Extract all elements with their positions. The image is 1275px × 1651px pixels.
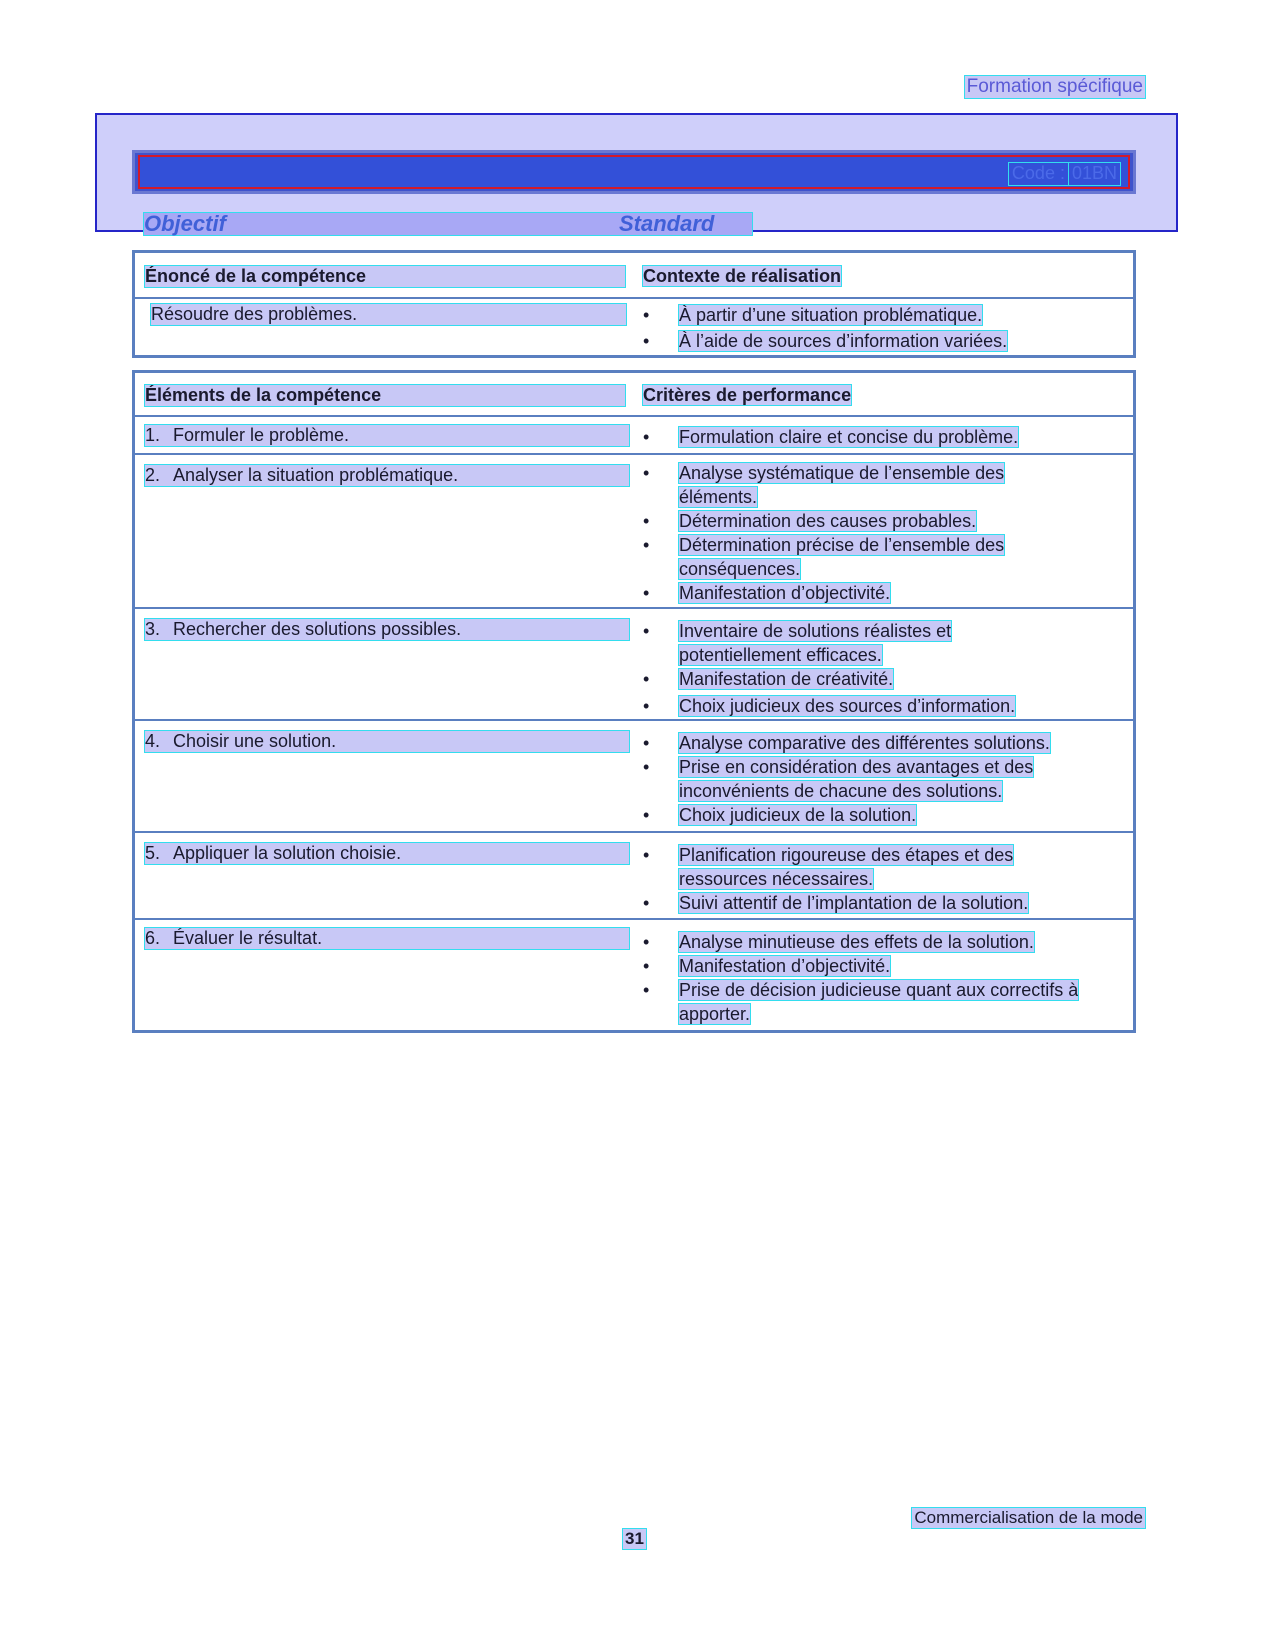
list-item: • Prise en considération des avantages et des inconvénients de chacune des solutions. xyxy=(643,755,1069,803)
list-item: • Manifestation de créativité. xyxy=(643,667,983,691)
table-row xyxy=(135,920,1133,1030)
list-item: • Manifestation d’objectivité. xyxy=(643,954,1093,978)
list-item: • Choix judicieux des sources d’information. xyxy=(643,694,1099,718)
code-value: 01BN xyxy=(1071,163,1117,183)
criteria-list xyxy=(643,731,1083,827)
list-item: • Détermination des causes probables. xyxy=(643,509,1043,533)
list-item: • Analyse systématique de l’ensemble des éléments. xyxy=(643,461,1043,509)
element-label: 1. Formuler le problème. xyxy=(145,425,629,446)
list-item: • Analyse comparative des différentes solutions. xyxy=(643,731,1083,755)
element-label: 5. Appliquer la solution choisie. xyxy=(145,843,629,864)
element-label: 6. Évaluer le résultat. xyxy=(145,928,629,949)
list-item: • Manifestation d’objectivité. xyxy=(643,581,1043,605)
list-item: • Prise de décision judicieuse quant aux correctifs à apporter. xyxy=(643,978,1093,1026)
table-row xyxy=(135,609,1133,721)
element-label: 4. Choisir une solution. xyxy=(145,731,629,752)
section-title: Formation spécifique xyxy=(966,76,1143,97)
list-item: • À partir d’une situation problématique. xyxy=(643,303,1123,327)
competence-header: Énoncé de la compétence xyxy=(145,266,625,287)
footer-program: Commercialisation de la mode xyxy=(914,1508,1143,1527)
criteria-list xyxy=(643,461,1043,605)
criteria-list xyxy=(643,843,1063,915)
code-frame xyxy=(138,155,1130,189)
table-row xyxy=(135,455,1133,609)
elements-header-row xyxy=(135,373,1133,417)
competence-table xyxy=(132,250,1136,358)
list-item: • Inventaire de solutions réalistes et potentiellement efficaces. xyxy=(643,619,983,667)
table-row xyxy=(135,833,1133,920)
competence-header-row xyxy=(135,253,1133,299)
criteria-list xyxy=(643,930,1093,1026)
objectif-label: Objectif xyxy=(144,211,226,236)
competence-body-row xyxy=(135,299,1133,355)
criteria-header: Critères de performance xyxy=(643,385,852,405)
table-row xyxy=(135,417,1133,455)
list-item: • Choix judicieux de la solution. xyxy=(643,803,1083,827)
page-number: 31 xyxy=(625,1529,644,1548)
elements-table xyxy=(132,370,1136,1033)
code-bar xyxy=(132,150,1136,194)
elements-header: Éléments de la compétence xyxy=(145,385,625,406)
code-key: Code : xyxy=(1009,163,1069,185)
list-item: • Analyse minutieuse des effets de la solution. xyxy=(643,930,1093,954)
objectif-standard-row xyxy=(144,213,752,235)
list-item: • Détermination précise de l’ensemble des conséquences. xyxy=(643,533,1043,581)
code-label xyxy=(1009,163,1120,185)
standard-label: Standard xyxy=(619,211,715,236)
list-item: • Formulation claire et concise du problème. xyxy=(643,425,1123,449)
table-row xyxy=(135,721,1133,833)
list-item: • Suivi attentif de l’implantation de la solution. xyxy=(643,891,1063,915)
context-list xyxy=(643,303,1123,353)
element-label: 2. Analyser la situation problématique. xyxy=(145,465,629,486)
element-label: 3. Rechercher des solutions possibles. xyxy=(145,619,629,640)
list-item: • À l’aide de sources d’information variées. xyxy=(643,329,1123,353)
context-header: Contexte de réalisation xyxy=(643,266,842,286)
competence-statement: Résoudre des problèmes. xyxy=(151,304,626,325)
criteria-list xyxy=(643,425,1123,449)
criteria-list xyxy=(643,619,1016,718)
list-item: • Planification rigoureuse des étapes et des ressources nécessaires. xyxy=(643,843,1054,891)
